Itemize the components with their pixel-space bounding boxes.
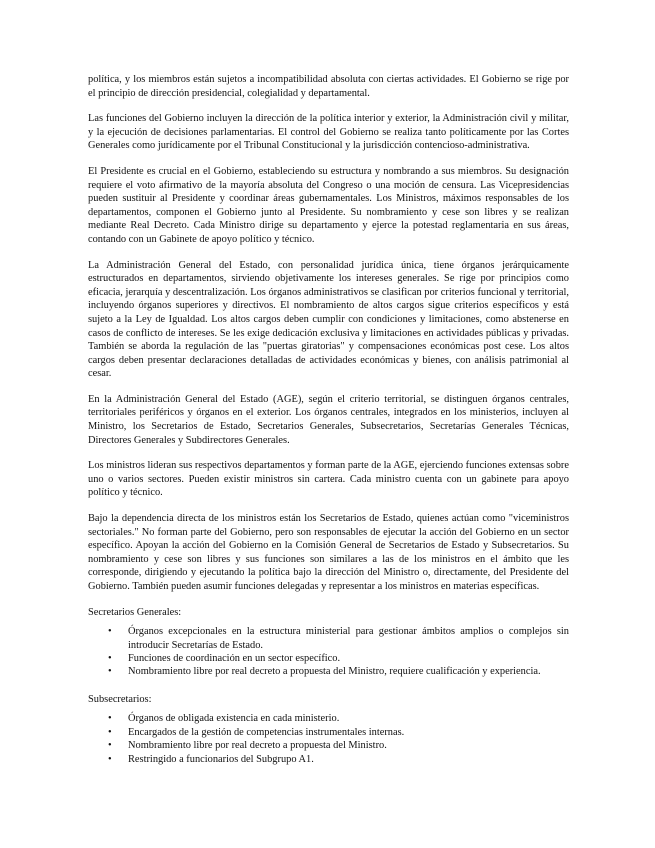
paragraph-ministros: Los ministros lideran sus respectivos departamentos y forman parte de la AGE, ejerciendo funciones extensas sobre uno o varios sectores. Pueden existir ministros sin cartera. Cada ministro cuenta con un gabinete para apoyo político y técnico. [88, 460, 569, 499]
paragraph-secretarios-estado: Bajo la dependencia directa de los ministros están los Secretarios de Estado, quienes actúan como "viceministros sectoriales." No forman parte del Gobierno, pero son responsables de ejecutar la acción del Gobierno en un sector específico. Apoyan la acción del Gobierno en la Comisión General de Secretarios de Estado y Subsecretarios. Su nombramiento y cese son libres y sus funciones son similares a las de los ministros en el ámbito que les corresponde, dirigiendo y ejecutando la política bajo la dirección del Ministro o, directamente, del Presidente del Gobierno. También pueden asumir funciones delegadas y representar a los ministros en materias específicas. [88, 513, 569, 592]
bullet-icon: • [108, 666, 112, 678]
paragraph-gobierno-principios: política, y los miembros están sujetos a incompatibilidad absoluta con ciertas actividades. El Gobierno se rige por el principio de dirección presidencial, colegialidad y departamental. [88, 74, 569, 99]
bullet-icon: • [108, 726, 112, 738]
paragraph-funciones-gobierno: Las funciones del Gobierno incluyen la dirección de la política interior y exterior, la Administración civil y militar, y la ejecución de decisiones parlamentarias. El control del Gobierno se realiza tanto políticamente por las Cortes Generales como jurídicamente por el Tribunal Constitucional y la jurisdicción contencioso-administrativa. [88, 113, 569, 152]
list-item: • Funciones de coordinación en un sector específico. [108, 653, 341, 664]
subsecretarios-heading: Subsecretarios: [88, 693, 152, 705]
bullet-icon: • [108, 626, 112, 638]
list-item: • Órganos excepcionales en la estructura ministerial para gestionar ámbitos amplios o complejos sin introducir Secretarías de Estado. [108, 626, 569, 651]
subsecretarios-list [88, 712, 569, 766]
secretarios-generales-list [88, 625, 569, 679]
secretarios-generales-heading: Secretarios Generales: [88, 606, 182, 618]
list-item: • Nombramiento libre por real decreto a propuesta del Ministro, requiere cualificación y experiencia. [108, 666, 541, 678]
list-item: • Encargados de la gestión de competencias instrumentales internas. [108, 726, 405, 738]
list-item: • Órganos de obligada existencia en cada ministerio. [108, 713, 340, 725]
paragraph-presidente: El Presidente es crucial en el Gobierno, estableciendo su estructura y nombrando a sus miembros. Su designación requiere el voto afirmativo de la mayoría absoluta del Congreso o una moción de censura. Las Vicepresidencias pueden sustituir al Presidente y coordinar áreas gubernamentales. Los Ministros, máximos responsables de los departamentos, componen el Gobierno junto al Presidente. Su nombramiento y cese son libres y se realizan mediante Real Decreto. Cada Ministro dirige su departamento y ejerce la potestad reglamentaria en sus áreas, contando con un Gabinete de apoyo político y técnico. [88, 165, 569, 245]
bullet-icon: • [108, 713, 112, 725]
paragraph-age: La Administración General del Estado, con personalidad jurídica única, tiene órganos jerárquicamente estructurados en departamentos, sirviendo objetivamente los intereses generales. Se rige por principios como eficacia, jerarquía y descentralización. Los órganos administrativos se clasifican por criterios funcional y territorial, incluyendo órganos superiores y directivos. El nombramiento de altos cargos sigue criterios específicos y está sujeto a la Ley de Igualdad. Los altos cargos deben cumplir con condiciones y limitaciones, como abstenerse en casos de conflicto de intereses. Se les exige dedicación exclusiva y limitaciones en actividades públicas y privadas. También se aborda la regulación de las "puertas giratorias" y compensaciones económicas post cese. Los altos cargos deben presentar declaraciones detalladas de actividades económicas y bienes, con análisis patrimonial al cesar. [88, 259, 569, 380]
paragraph-criterio-territorial: En la Administración General del Estado (AGE), según el criterio territorial, se distinguen órganos centrales, territoriales periféricos y órganos en el exterior. Los órganos centrales, integrados en los ministerios, incluyen al Ministro, los Secretarios de Estado, Secretarios Generales, Subsecretarios, Secretarías Generales Técnicas, Directores Generales y Subdirectores Generales. [88, 393, 569, 446]
bullet-icon: • [108, 653, 112, 664]
list-item: • Nombramiento libre por real decreto a propuesta del Ministro. [108, 740, 387, 752]
bullet-icon: • [108, 753, 112, 765]
list-item: • Restringido a funcionarios del Subgrupo A1. [108, 753, 314, 765]
bullet-icon: • [108, 740, 112, 752]
